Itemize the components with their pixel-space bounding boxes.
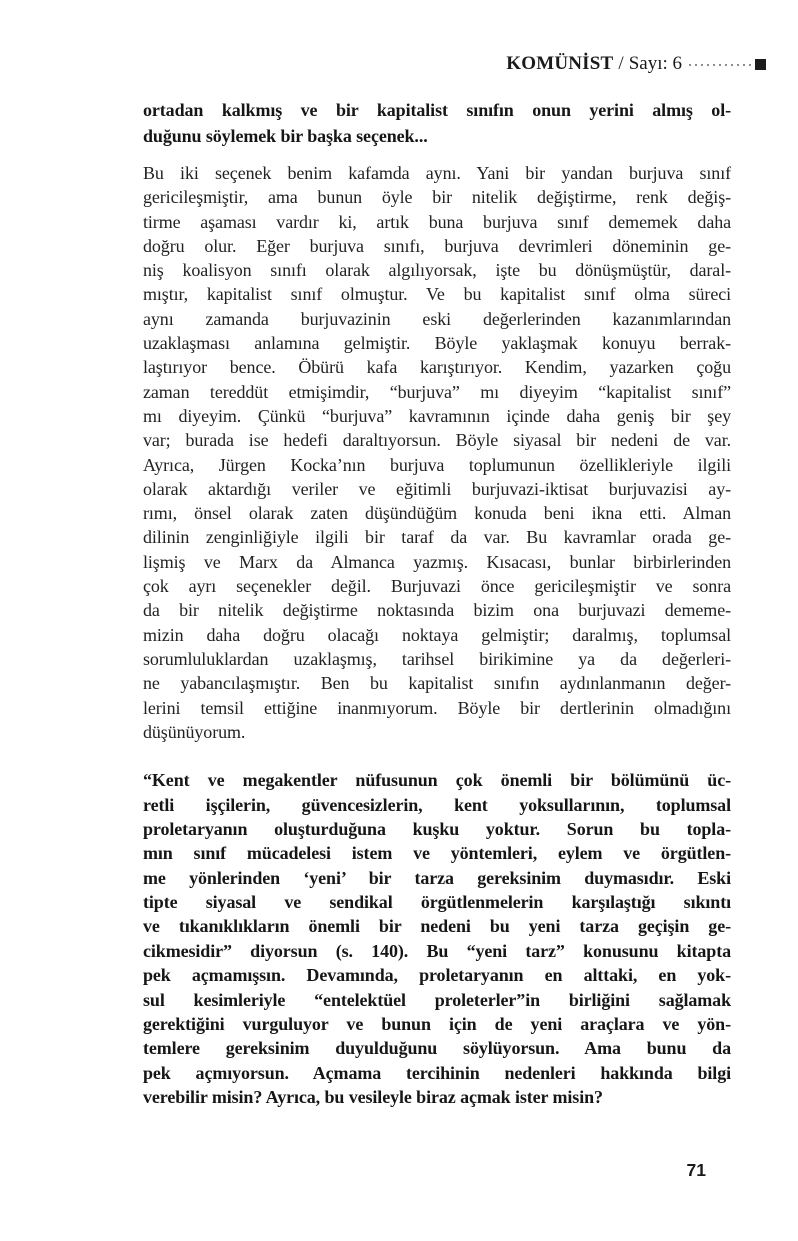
text-line: da bir nitelik değiştirme noktasında bizim ona burjuvazi dememe- [143,600,731,621]
text-line: “Kent ve megakentler nüfusunun çok önemli bir bölümünü üc- [143,770,731,791]
text-line: rımı, önsel olarak zaten düşündüğüm konuda beni ikna etti. Alman [143,503,731,524]
text-line: düşünüyorum. [143,721,246,742]
text-line: tipte siyasal ve sendikal örgütlenmelerin karşılaştığı sıkıntı [143,892,731,913]
text-line: çok ayrı seçenekler değil. Burjuvazi önce gericileşmiştir ve sonra [143,576,731,597]
text-line: sul kesimleriyle “entelektüel proleterler”in birliğini sağlamak [143,989,731,1010]
text-line: zaman tereddüt etmişimdir, “burjuva” mı diyeyim “kapitalist sınıf” [143,381,731,402]
quote-bold-paragraph [143,770,731,1111]
text-line: lişmiş ve Marx da Almanca yazmış. Kısacası, bunlar birbirlerinden [143,551,731,572]
text-line: mizin daha doğru olacağı noktaya gelmiştir; daralmış, toplumsal [143,624,731,645]
text-line: mıştır, kapitalist sınıf olmuştur. Ve bu kapitalist sınıf olma süreci [143,284,731,305]
journal-title: KOMÜNİST [506,53,614,74]
text-line: olarak aktardığı veriler ve eğitimli burjuvazi-iktisat burjuvazisi ay- [143,478,731,499]
text-line: niş koalisyon sınıfı olarak algılıyorsak, işte bu dönüşmüştür, daral- [143,260,731,281]
text-line: cikmesidir” diyorsun (s. 140). Bu “yeni tarz” konusunu kitapta [143,940,731,961]
text-line: lerini temsil ettiğine inanmıyorum. Böyle bir dertlerinin olmadığını [143,697,731,718]
text-line: laştırıyor bence. Öbürü kafa karıştırıyor. Kendim, yazarken çoğu [143,357,731,378]
running-header [143,53,766,75]
text-line: uzaklaşması anlamına gelmiştir. Böyle yaklaşmak konuyu berrak- [143,333,731,354]
text-line: aynı zamanda burjuvazinin eski değerlerinden kazanımlarından [143,308,731,329]
text-block [143,100,731,1112]
text-line: mın sınıf mücadelesi istem ve yöntemleri, eylem ve örgütlen- [143,843,731,864]
text-line: doğru olur. Eğer burjuva sınıfı, burjuva devrimleri döneminin ge- [143,235,731,256]
text-line: Bu iki seçenek benim kafamda aynı. Yani bir yandan burjuva sınıf [143,163,731,183]
text-line: duğunu söylemek bir başka seçenek... [143,125,428,146]
dotted-rule [689,64,751,66]
issue-number: Sayı: 6 [628,53,682,74]
text-line: pek açmamışsın. Devamında, proletaryanın en alttaki, en yok- [143,965,731,986]
page-number: 71 [686,1160,706,1180]
body-paragraph [143,163,731,746]
intro-bold-paragraph [143,100,731,151]
square-marker [755,59,766,70]
text-line: ortadan kalkmış ve bir kapitalist sınıfın onun yerini almış ol- [143,100,731,120]
text-line: ne yabancılaşmıştır. Ben bu kapitalist sınıfın aydınlanmanın değer- [143,673,731,694]
text-line: verebilir misin? Ayrıca, bu vesileyle biraz açmak ister misin? [143,1087,603,1108]
text-line: dilinin zenginliğiyle ilgili bir taraf da var. Bu kavramlar orada ge- [143,527,731,548]
text-line: temlere gereksinim duyulduğunu söylüyorsun. Ama bunu da [143,1038,731,1059]
text-line: retli işçilerin, güvencesizlerin, kent yoksullarının, toplumsal [143,794,731,815]
text-line: tirme aşaması vardır ki, artık buna burjuva sınıf dememek daha [143,211,731,232]
text-line: var; burada ise hedefi daraltıyorsun. Böyle siyasal bir nedeni de var. [143,430,731,451]
text-line: me yönlerinden ‘yeni’ bir tarza gereksinim duymasıdır. Eski [143,867,731,888]
text-line: pek açmıyorsun. Açmama tercihinin nedenleri hakkında bilgi [143,1062,731,1083]
text-line: mı diyeyim. Çünkü “burjuva” kavramının içinde daha geniş bir şey [143,405,731,426]
text-line: ve tıkanıklıkların önemli bir nedeni bu yeni tarza geçişin ge- [143,916,731,937]
text-line: gerektiğini vurguluyor ve bunun için de yeni araçlara ve yön- [143,1014,731,1035]
text-line: sorumluluklardan uzaklaşmış, tarihsel birikimine ya da değerleri- [143,648,731,669]
text-line: proletaryanın oluşturduğuna kuşku yoktur. Sorun bu topla- [143,818,731,839]
text-line: gericileşmiştir, ama bunun öyle bir nitelik değiştirme, renk değiş- [143,187,731,208]
text-line: Ayrıca, Jürgen Kocka’nın burjuva toplumunun özellikleriyle ilgili [143,454,731,475]
header-separator: / [618,53,624,74]
